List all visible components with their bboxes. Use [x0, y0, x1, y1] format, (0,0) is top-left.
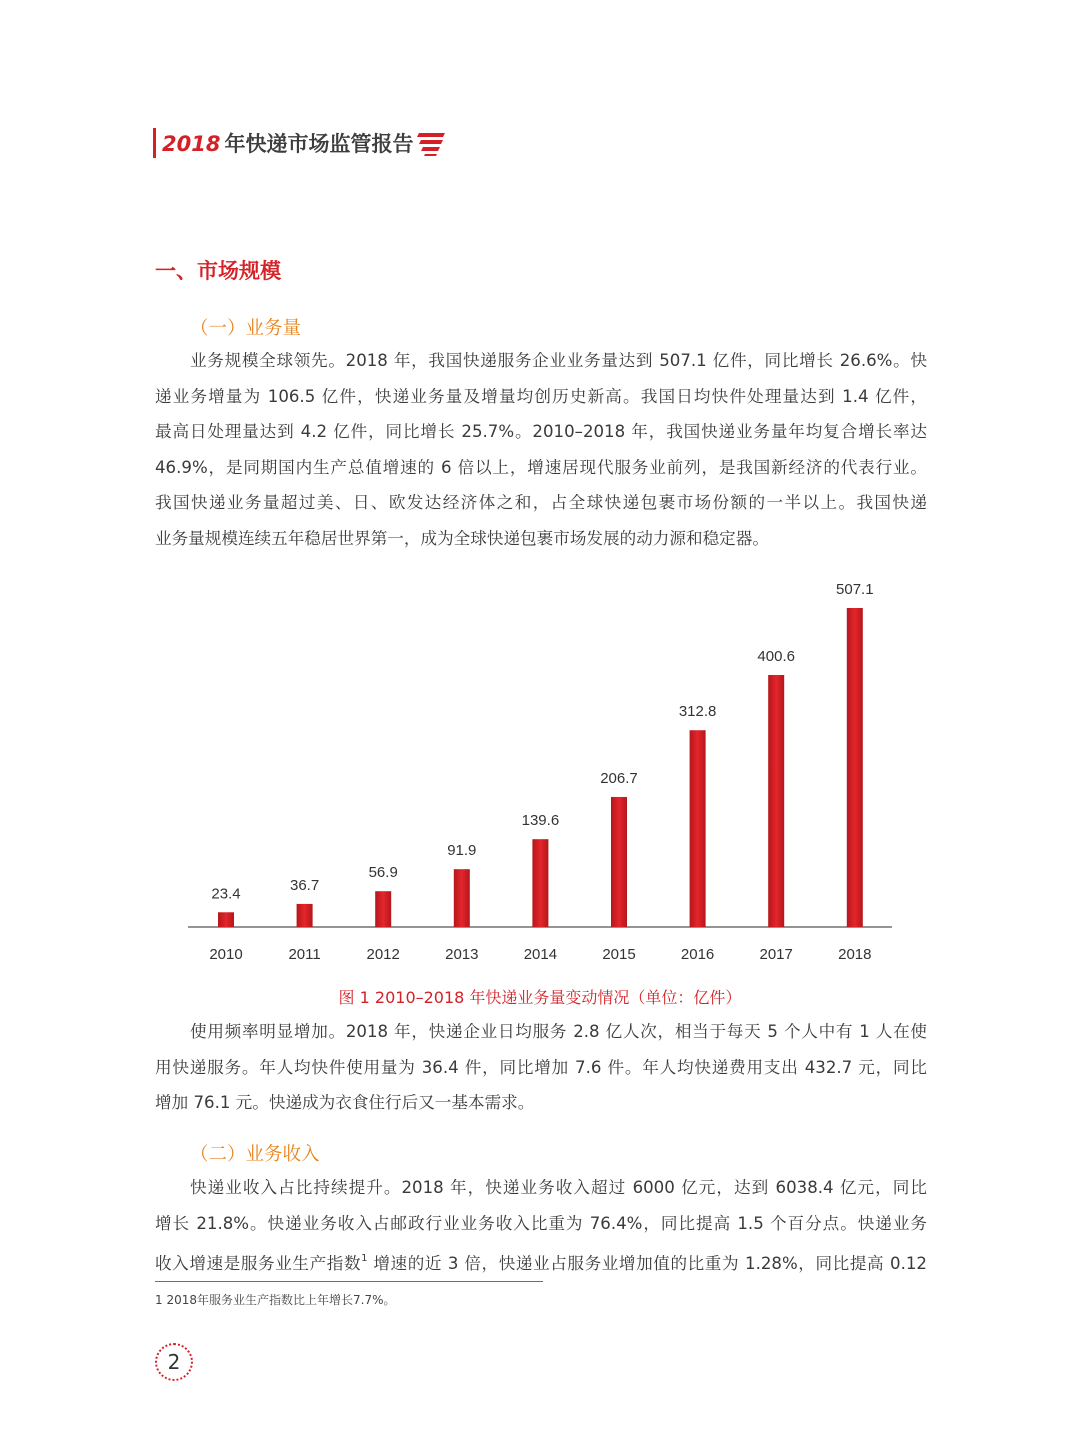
- x-tick-label-2010: 2010: [209, 946, 243, 963]
- data-label-2013: 91.9: [447, 842, 477, 860]
- bar-2014: [532, 839, 548, 927]
- data-label-2014: 139.6: [521, 812, 560, 830]
- para1-line: 递业务增量为 106.5 亿件，快递业务量及增量均创历史新高。我国日均快件处理量达到 1.4 亿件，: [155, 386, 927, 406]
- bar-2011: [297, 904, 313, 927]
- bar-2018: [847, 608, 863, 927]
- subsection-title-volume: （一）业务量: [190, 318, 302, 339]
- footnote-ref[interactable]: 1: [361, 1253, 368, 1264]
- x-tick-label-2015: 2015: [602, 946, 636, 963]
- figure-caption: 图 1 2010–2018 年快递业务量变动情况（单位：亿件）: [338, 988, 742, 1007]
- para3-line: 快递业收入占比持续提升。2018 年，快递业务收入超过 6000 亿元，达到 6038.4 亿元，同比: [190, 1178, 927, 1197]
- bar-2017: [768, 675, 784, 927]
- para3-line: 增长 21.8%。快递业务收入占邮政行业业务收入比重为 76.4%，同比提高 1.5 个百分点。快递业务: [155, 1213, 927, 1233]
- stripes-logo-icon: [417, 130, 445, 156]
- x-tick-label-2017: 2017: [759, 946, 793, 963]
- para2-line: 使用频率明显增加。2018 年，快递企业日均服务 2.8 亿人次，相当于每天 5 个人中有 1 人在使: [190, 1022, 927, 1041]
- para1-line: 我国快递业务量超过美、日、欧发达经济体之和，占全球快递包裹市场份额的一半以上。我国快递: [155, 493, 927, 512]
- data-label-2012: 56.9: [368, 864, 398, 882]
- paragraph-volume: [155, 343, 927, 556]
- data-label-2010: 23.4: [211, 885, 241, 903]
- para3-line3-start: 收入增速是服务业生产指数: [155, 1254, 362, 1273]
- para2-line: 用快递服务。年人均快件使用量为 36.4 件，同比增加 7.6 件。年人均快递费用支出 432.7 元，同比: [155, 1057, 927, 1077]
- para3-line: [155, 1241, 927, 1282]
- para1-line: 46.9%，是同期国内生产总值增速的 6 倍以上，增速居现代服务业前列，是我国新经济的代表行业。: [155, 457, 927, 477]
- footnote: 1 2018年服务业生产指数比上年增长7.7%。: [155, 1293, 396, 1307]
- data-label-2015: 206.7: [600, 769, 638, 787]
- x-tick-label-2018: 2018: [838, 946, 872, 963]
- report-header: [153, 127, 445, 159]
- bar-2013: [454, 869, 470, 927]
- data-label-2017: 400.6: [757, 647, 795, 665]
- report-year: 2018: [162, 132, 221, 156]
- para1-line: 最高日处理量达到 4.2 亿件，同比增长 25.7%。2010–2018 年，我国快递业务量年均复合增长率达: [155, 422, 927, 441]
- x-tick-label-2011: 2011: [288, 946, 321, 963]
- para3-line3-end: 增速的近 3 倍，快递业占服务业增加值的比重为 1.28%，同比提高 0.12: [373, 1254, 927, 1273]
- bar-2015: [611, 797, 627, 927]
- bar-2012: [375, 891, 391, 927]
- data-label-2016: 312.8: [678, 703, 717, 721]
- x-tick-label-2014: 2014: [523, 946, 558, 963]
- x-tick-label-2012: 2012: [366, 946, 400, 963]
- header-accent-bar: [153, 128, 156, 158]
- bar-2010: [218, 912, 234, 927]
- paragraph-revenue: [155, 1170, 927, 1282]
- para1-line: 业务量规模连续五年稳居世界第一，成为全球快递包裹市场发展的动力源和稳定器。: [155, 528, 769, 548]
- report-title-text: 年快递市场监管报告: [224, 132, 414, 156]
- footnote-divider: [155, 1281, 543, 1282]
- para1-line: 业务规模全球领先。2018 年，我国快递服务企业业务量达到 507.1 亿件，同比增长 26.6%。快: [190, 351, 927, 370]
- paragraph-usage: [155, 1014, 927, 1121]
- bar-2016: [690, 730, 706, 927]
- section-title-market-scale: 一、市场规模: [155, 259, 281, 283]
- report-title: [162, 128, 413, 158]
- x-tick-label-2016: 2016: [680, 946, 715, 963]
- para2-line: 增加 76.1 元。快递成为衣食住行后又一基本需求。: [155, 1093, 535, 1112]
- data-label-2018: 507.1: [836, 581, 874, 598]
- x-tick-label-2013: 2013: [445, 946, 479, 963]
- page-number: 2: [155, 1343, 193, 1381]
- data-label-2011: 36.7: [289, 876, 320, 894]
- subsection-title-revenue: （二）业务收入: [190, 1144, 320, 1165]
